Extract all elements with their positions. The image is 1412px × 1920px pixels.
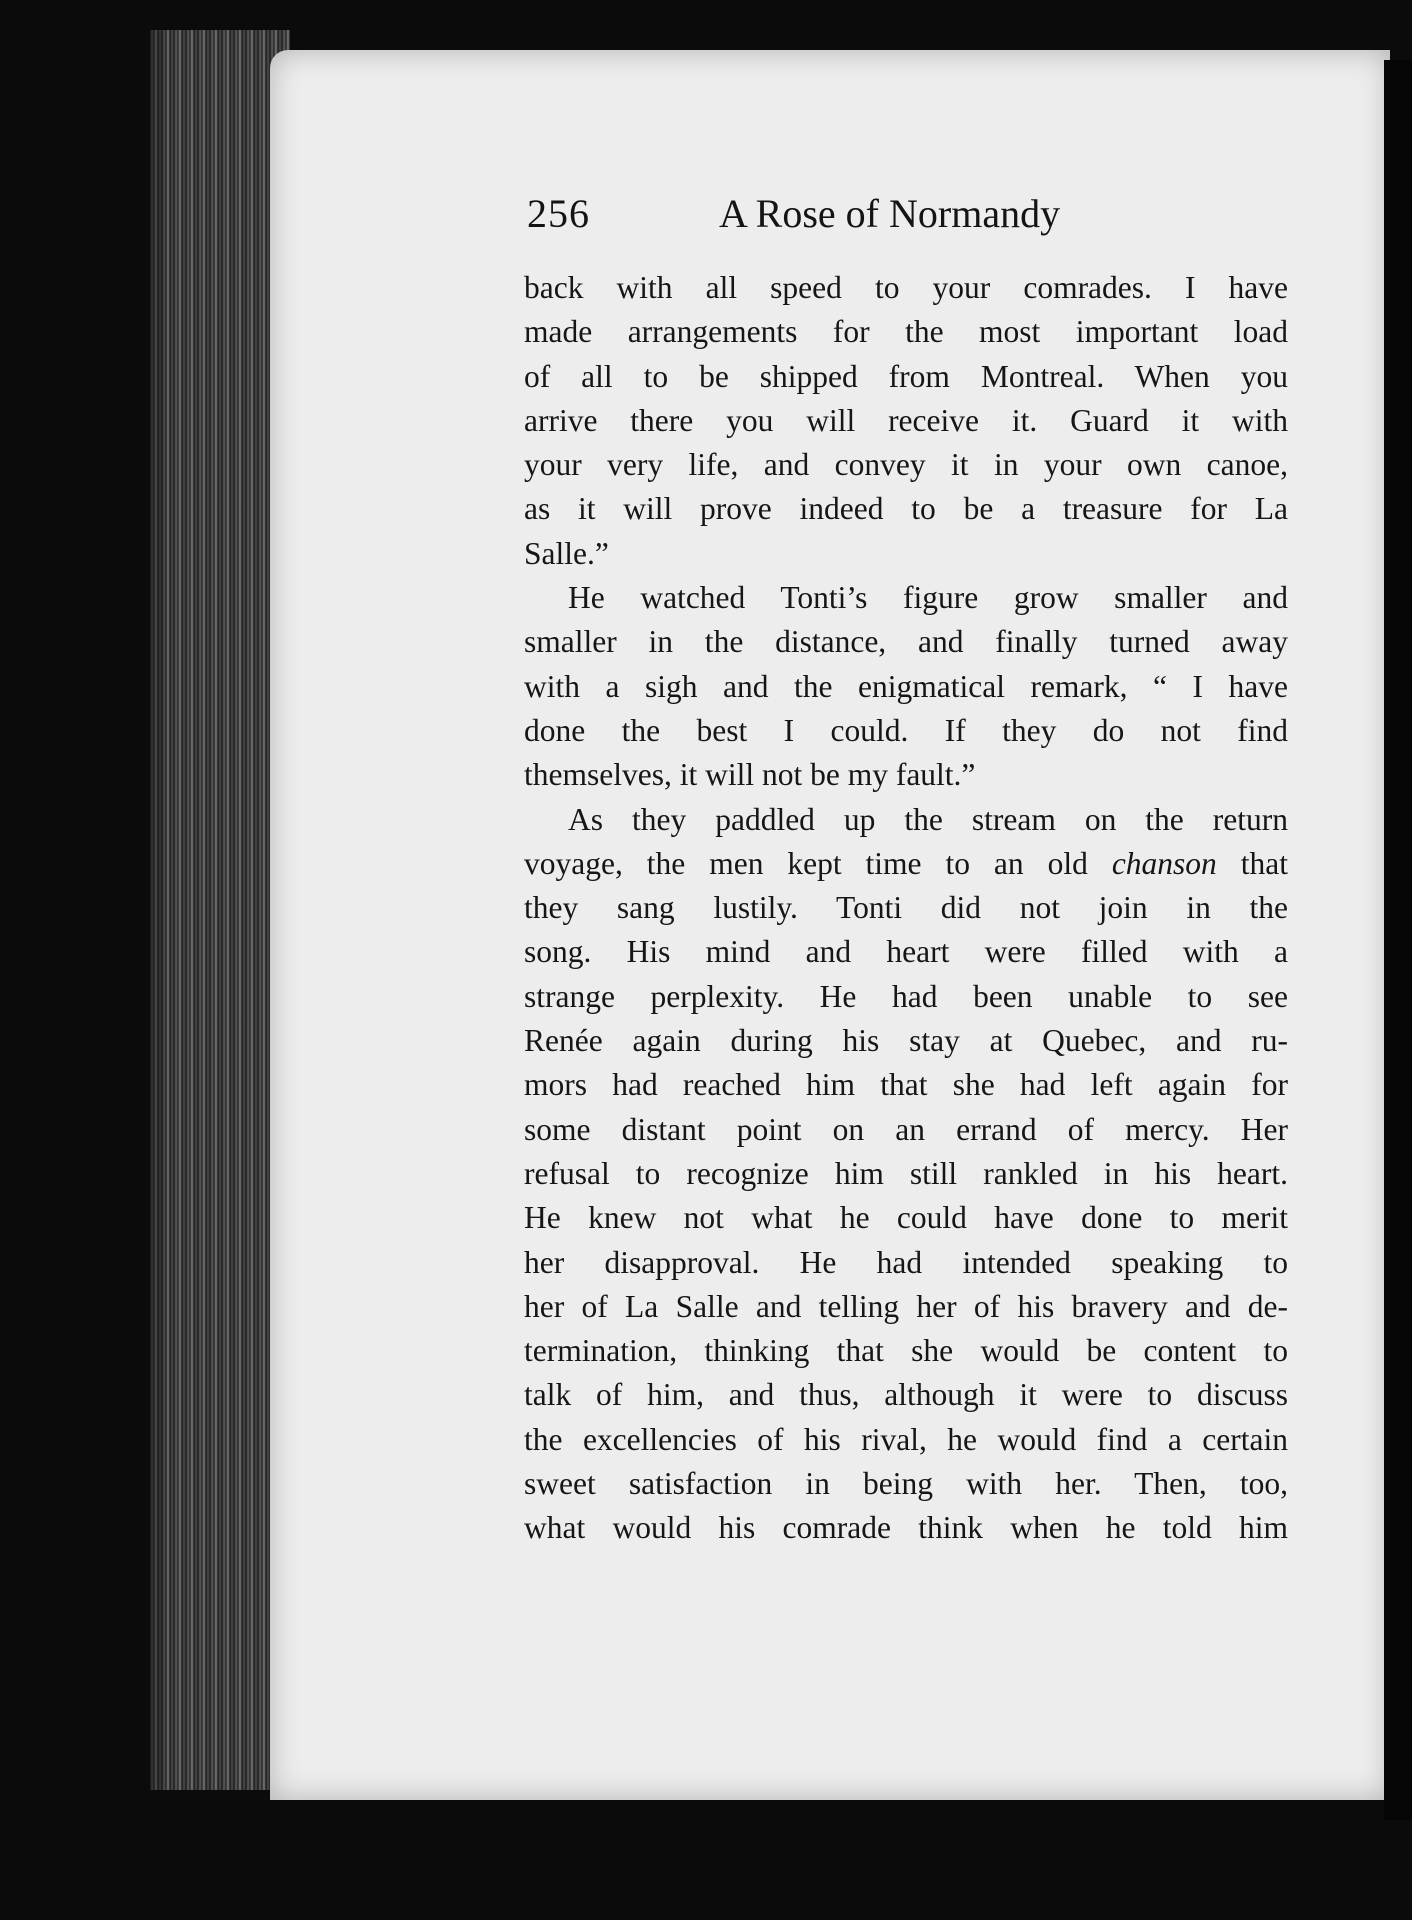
book-title: A Rose of Normandy — [719, 191, 1061, 236]
text-line-with-italic — [524, 842, 1288, 886]
text-line: sweet satisfaction in being with her. Then, too, — [524, 1466, 1288, 1502]
text-line: themselves, it will not be my fault.” — [524, 757, 976, 793]
text-line: done the best I could. If they do not find — [524, 712, 1288, 748]
text-line: her disapproval. He had intended speaking to — [524, 1244, 1288, 1280]
text-line: what would his comrade think when he told him — [524, 1510, 1288, 1546]
text-line: the excellencies of his rival, he would find a certain — [524, 1421, 1288, 1457]
page-edges-shadow — [130, 30, 170, 1790]
right-scan-border — [1384, 60, 1412, 1820]
text-line: with a sigh and the enigmatical remark, “ I have — [524, 668, 1288, 704]
page-number: 256 — [527, 191, 590, 236]
text-line: Salle.” — [524, 535, 609, 571]
text-line: some distant point on an errand of mercy. Her — [524, 1111, 1288, 1147]
text-line: mors had reached him that she had left again for — [524, 1067, 1288, 1103]
text-segment: that — [1240, 845, 1289, 881]
text-line: termination, thinking that she would be content to — [524, 1333, 1288, 1369]
text-line: arrive there you will receive it. Guard it with — [524, 402, 1288, 438]
body-text — [524, 266, 1288, 1551]
text-segment: voyage, the men kept time to an old — [524, 845, 1088, 881]
text-line: as it will prove indeed to be a treasure for La — [524, 491, 1288, 527]
text-line: As they paddled up the stream on the return — [568, 801, 1288, 837]
text-line: talk of him, and thus, although it were to discuss — [524, 1377, 1288, 1413]
book-page-edges — [150, 30, 290, 1790]
text-line: her of La Salle and telling her of his bravery and de- — [524, 1288, 1288, 1324]
text-line: smaller in the distance, and finally turned away — [524, 624, 1288, 660]
text-line: song. His mind and heart were filled with a — [524, 934, 1288, 970]
text-line: He knew not what he could have done to merit — [524, 1200, 1288, 1236]
text-line: Renée again during his stay at Quebec, and ru- — [524, 1023, 1288, 1059]
text-line: made arrangements for the most important load — [524, 314, 1288, 350]
italic-word: chanson — [1111, 845, 1217, 881]
text-line: your very life, and convey it in your own canoe, — [524, 447, 1288, 483]
text-line: He watched Tonti’s figure grow smaller and — [568, 580, 1288, 616]
text-line: refusal to recognize him still rankled in his heart. — [524, 1155, 1288, 1191]
text-line: back with all speed to your comrades. I have — [524, 270, 1288, 305]
text-line: they sang lustily. Tonti did not join in the — [524, 890, 1288, 926]
text-line: of all to be shipped from Montreal. When you — [524, 358, 1288, 394]
text-line: strange perplexity. He had been unable to see — [524, 978, 1288, 1014]
running-head — [527, 190, 1097, 250]
